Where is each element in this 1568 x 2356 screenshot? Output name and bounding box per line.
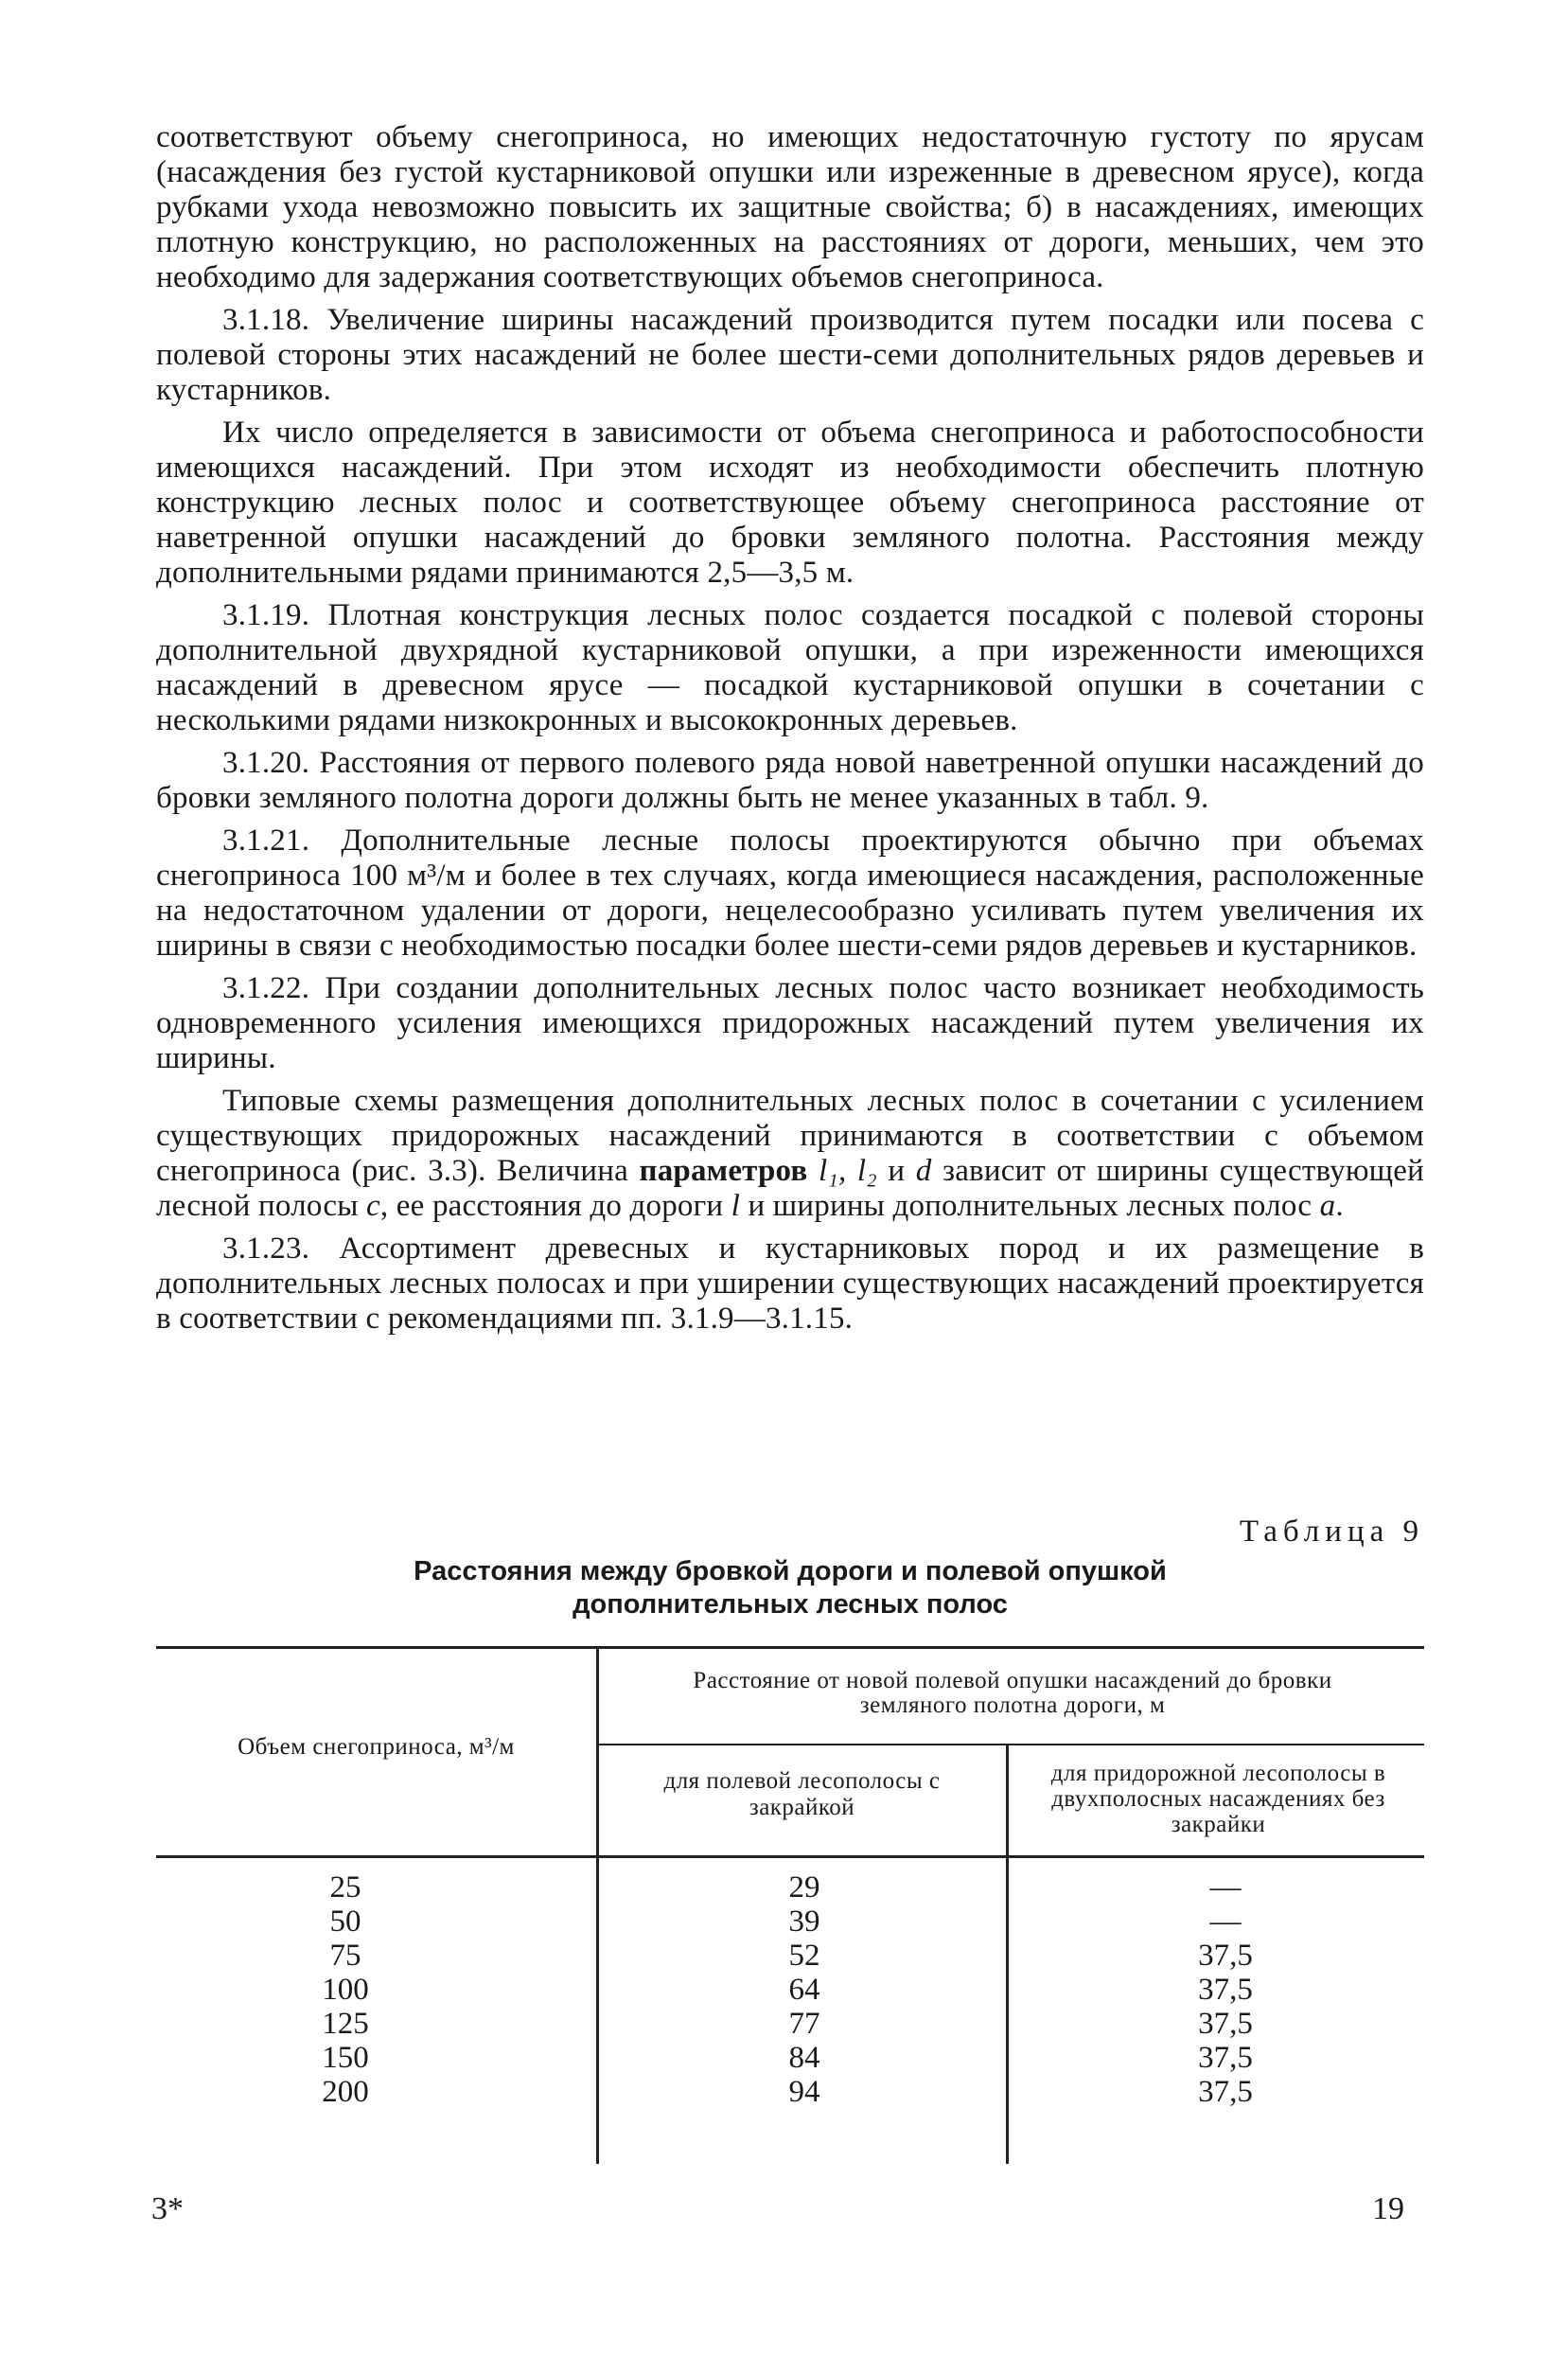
text-run: зависит от ширины существующей лесной полосы xyxy=(156,1154,1424,1223)
column-field-belt xyxy=(738,1870,871,2109)
cell-field-distance: 64 xyxy=(788,1973,820,2007)
paragraph: 3.1.22. При создании дополнительных лесных полос часто возникает необходимость одновременного усиления имеющихся придорожных насаждений путем увеличения их ширины. xyxy=(156,971,1424,1075)
cell-field-distance: 94 xyxy=(788,2075,820,2109)
math-symbol: c xyxy=(366,1189,380,1223)
cell-volume: 125 xyxy=(322,2007,369,2041)
text-run: и xyxy=(876,1154,916,1188)
cell-roadside-distance: — xyxy=(1209,1904,1242,1939)
table-title xyxy=(156,1555,1424,1621)
header-group-rule xyxy=(599,1744,1424,1745)
page-number: 19 xyxy=(1372,2191,1404,2226)
cell-roadside-distance: 37,5 xyxy=(1198,2041,1253,2075)
paragraph: соответствуют объему снегоприноса, но имеющих недостаточную густоту по ярусам (насаждения без густой кустарниковой опушки или изреженные в древесном ярусе), когда рубками ухода невозможно повысить их защитные свойства; б) в насаждениях, имеющих плотную конструкцию, но расположенных на расстояниях от дороги, меньших, чем это необходимо для задержания соответствующих объемов снегоприноса. xyxy=(156,120,1424,294)
cell-field-distance: 39 xyxy=(788,1904,820,1939)
bold-term: параметров xyxy=(639,1154,808,1188)
cell-volume: 150 xyxy=(322,2041,369,2075)
cell-volume: 100 xyxy=(322,1973,369,2007)
column-divider xyxy=(596,1858,599,2164)
body-text xyxy=(156,120,1424,1344)
math-symbol: d xyxy=(915,1154,932,1188)
cell-volume: 200 xyxy=(322,2075,369,2109)
math-symbol: a xyxy=(1319,1189,1336,1223)
header-field-belt: для полевой лесополосы с закрайкой xyxy=(663,1768,941,1820)
cell-field-distance: 84 xyxy=(788,2041,820,2075)
cell-field-distance: 77 xyxy=(788,2007,820,2041)
text-run: Типовые схемы размещения дополнительных лесных полос в сочетании с усилением существующих придорожных насаждений принимаются в соответствии с объемом снегоприноса (рис. 3.3). Величина xyxy=(156,1084,1424,1188)
table-caption: Таблица 9 xyxy=(1239,1515,1424,1549)
paragraph: 3.1.19. Плотная конструкция лесных полос создается посадкой с полевой стороны дополнительной двухрядной кустарниковой опушки, а при изреженности имеющихся насаждений в древесном ярусе — посадкой кустарниковой опушки в сочетании с несколькими рядами низкокронных и высококронных деревьев. xyxy=(156,598,1424,737)
column-divider xyxy=(1006,1745,1009,1855)
math-symbol: l xyxy=(731,1189,741,1223)
header-volume: Объем снегоприноса, м³/м xyxy=(238,1734,515,1760)
column-volume xyxy=(284,1870,407,2109)
paragraph: Их число определяется в зависимости от объема снегоприноса и работоспособности имеющихся насаждений. При этом исходят из необходимости обеспечить плотную конструкцию лесных полос и соответствующее объему снегоприноса расстояние от наветренной опушки насаждений до бровки земляного полотна. Расстояния между дополнительными рядами принимаются 2,5—3,5 м. xyxy=(156,416,1424,590)
cell-volume: 75 xyxy=(329,1939,361,1973)
paragraph: 3.1.18. Увеличение ширины насаждений производится путем посадки или посева с полевой стороны этих насаждений не более шести-семи дополнительных рядов деревьев и кустарников. xyxy=(156,303,1424,407)
column-divider xyxy=(596,1649,599,1855)
cell-roadside-distance: 37,5 xyxy=(1198,2007,1253,2041)
text-run: , ее расстояния до дороги xyxy=(379,1189,731,1223)
column-roadside-belt xyxy=(1150,1870,1301,2109)
cell-volume: 50 xyxy=(329,1904,361,1939)
cell-roadside-distance: 37,5 xyxy=(1198,2075,1253,2109)
table-header-rule xyxy=(156,1855,1424,1858)
cell-field-distance: 29 xyxy=(788,1870,820,1904)
cell-roadside-distance: — xyxy=(1209,1870,1242,1904)
table-title-line: дополнительных лесных полос xyxy=(573,1589,1008,1620)
cell-roadside-distance: 37,5 xyxy=(1198,1939,1253,1973)
paragraph xyxy=(156,1084,1424,1224)
text-run: и ширины дополнительных лесных полос xyxy=(740,1189,1320,1223)
paragraph: 3.1.20. Расстояния от первого полевого ряда новой наветренной опушки насаждений до бровки земляного полотна дороги должны быть не менее указанных в табл. 9. xyxy=(156,746,1424,815)
paragraph: 3.1.21. Дополнительные лесные полосы проектируются обычно при объемах снегоприноса 100 м³/м и более в тех случаях, когда имеющиеся насаждения, расположенные на недостаточном удалении от дороги, нецелесообразно усиливать путем увеличения их ширины в связи с необходимостью посадки более шести-семи рядов деревьев и кустарников. xyxy=(156,824,1424,963)
cell-field-distance: 52 xyxy=(788,1939,820,1973)
header-group: Расстояние от новой полевой опушки насаждений до бровки земляного полотна дороги, м xyxy=(693,1668,1332,1718)
table-title-line: Расстояния между бровкой дороги и полевой опушкой xyxy=(414,1556,1167,1586)
column-divider xyxy=(1006,1858,1009,2164)
header-roadside-belt: для придорожной лесополосы в двухполосных насаждениях без закрайки xyxy=(1050,1761,1386,1837)
paragraph: 3.1.23. Ассортимент древесных и кустарниковых пород и их размещение в дополнительных лесных полосах и при уширении существующих насаждений проектируется в соответствии с рекомендациями пп. 3.1.9—3.1.15. xyxy=(156,1231,1424,1336)
signature-mark: 3* xyxy=(151,2191,184,2226)
cell-roadside-distance: 37,5 xyxy=(1198,1973,1253,2007)
text-run: . xyxy=(1335,1189,1344,1223)
cell-volume: 25 xyxy=(329,1870,361,1904)
table-top-rule xyxy=(156,1646,1424,1649)
math-symbol: l₁, l₂ xyxy=(818,1154,877,1188)
